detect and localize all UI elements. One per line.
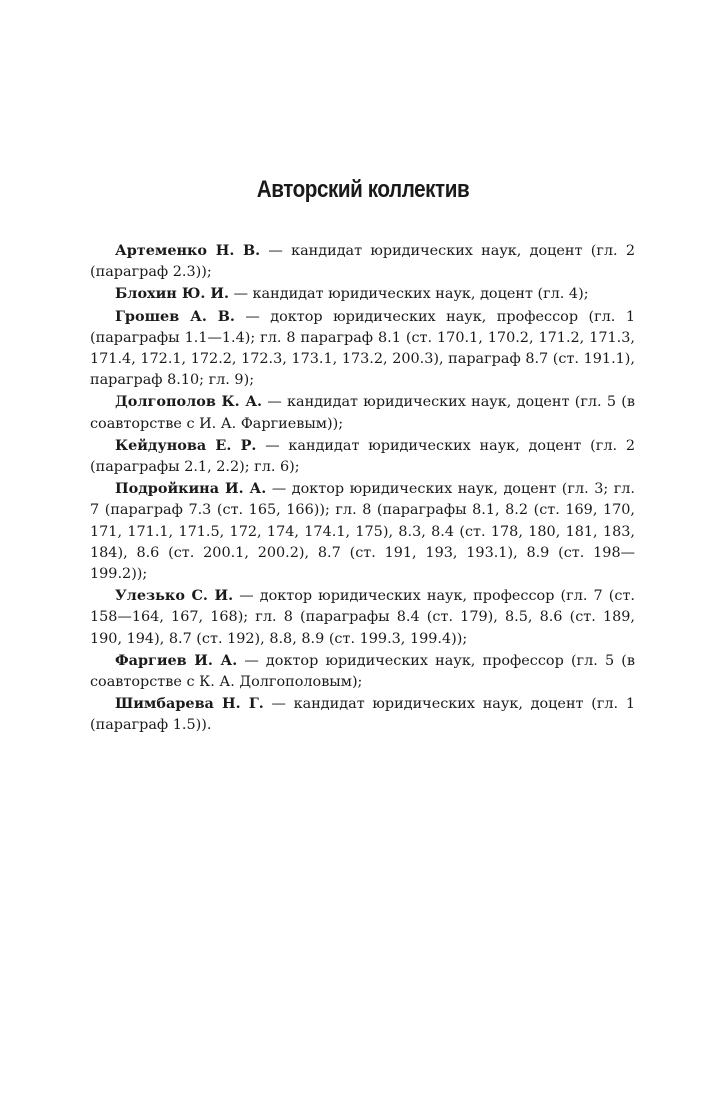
author-list [90, 240, 635, 737]
author-name: Улезько С. И. [115, 587, 234, 605]
author-name: Долгополов К. А. [115, 393, 263, 411]
author-description: — доктор юридических наук, доцент (гл. 3; гл. 7 (параграф 7.3 (ст. 165, 166)); гл. 8 (параграфы 8.1, 8.2 (ст. 169, 170, 171, 171.1, 171.5, 172, 174, 174.1, 175), 8.3, 8.4 (ст. 178, 180, 181, 183, 184), 8.6 (ст. 200.1, 200.2), 8.7 (ст. 191, 193, 193.1), 8.9 (ст. 198—199.2)); [90, 481, 635, 583]
author-entry [90, 585, 635, 650]
author-name: Артеменко Н. В. [115, 242, 261, 259]
author-entry [90, 435, 635, 478]
author-description: — доктор юридических наук, профессор (гл. 7 (ст. 158—164, 167, 168); гл. 8 (параграфы 8.4 (ст. 179), 8.5, 8.6 (ст. 189, 190, 194), 8.7 (ст. 192), 8.8, 8.9 (ст. 199.3, 199.4)); [90, 588, 635, 647]
author-name: Грошев А. В. [115, 307, 235, 325]
author-description: — доктор юридических наук, профессор (гл. 5 (в соавторстве с К. А. Долгополовым); [90, 652, 636, 691]
author-entry [90, 306, 635, 392]
author-name: Блохин Ю. И. [115, 285, 229, 303]
author-entry [90, 240, 635, 283]
author-entry [90, 478, 635, 585]
author-description: — кандидат юридических наук, доцент (гл. 2 (параграфы 2.1, 2.2); гл. 6); [90, 437, 635, 476]
author-description: — кандидат юридических наук, доцент (гл. 2 (параграф 2.3)); [90, 243, 635, 281]
author-entry [90, 650, 635, 693]
author-name: Подройкина И. А. [115, 480, 267, 498]
author-entry [90, 693, 635, 736]
author-description: — доктор юридических наук, профессор (гл. 1 (параграфы 1.1—1.4); гл. 8 параграф 8.1 (ст. 170.1, 170.2, 171.2, 171.3, 171.4, 172.1, 172.2, 172.3, 173.1, 173.2, 200.3), параграф 8.7 (ст. 191.1), параграф 8.10; гл. 9); [90, 308, 636, 389]
author-entry [90, 391, 635, 434]
author-description: — кандидат юридических наук, доцент (гл. 1 (параграф 1.5)). [90, 696, 635, 734]
author-entry [90, 283, 635, 305]
author-description: — кандидат юридических наук, доцент (гл. 4); [229, 286, 589, 303]
author-name: Шимбарева Н. Г. [115, 695, 264, 713]
author-name: Кейдунова Е. Р. [115, 436, 257, 454]
author-description: — кандидат юридических наук, доцент (гл. 5 (в соавторстве с И. А. Фаргиевым)); [90, 394, 635, 432]
author-name: Фаргиев И. А. [115, 651, 238, 669]
page-title: Авторский коллектив [256, 176, 470, 203]
